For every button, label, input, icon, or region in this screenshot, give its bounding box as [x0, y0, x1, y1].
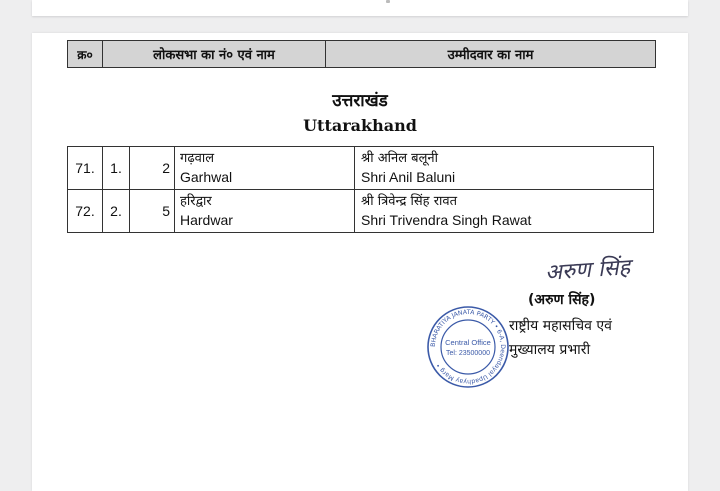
candidate-cell: [355, 147, 654, 190]
page-mark: [386, 0, 390, 3]
candidate-hindi: श्री त्रिवेन्द्र सिंह रावत: [361, 194, 458, 209]
constituency-number: 5: [130, 190, 175, 233]
constituency-hindi: गढ़वाल: [180, 151, 215, 166]
state-title-english: Uttarakhand: [303, 116, 417, 135]
candidate-english: Shri Anil Baluni: [361, 169, 456, 185]
constituency-english: Hardwar: [180, 212, 233, 228]
constituency-number: 2: [130, 147, 175, 190]
stamp-ring-text: BHARATIYA JANATA PARTY • 6-A, Deendayal Upadhyay Marg •: [429, 308, 507, 386]
candidate-table: [67, 146, 654, 233]
table-row: [68, 147, 654, 190]
previous-page-strip: [32, 0, 688, 16]
stamp-line2: Tel: 23500000: [446, 350, 490, 357]
signatory-title-line1: राष्ट्रीय महासचिव एवं: [509, 318, 612, 334]
state-title-hindi: उत्तराखंड: [332, 91, 388, 111]
header-serial: क्र०: [68, 41, 103, 67]
header-candidate: उम्मीदवार का नाम: [447, 48, 534, 63]
state-number: 1.: [103, 147, 130, 190]
stamp-line1: Central Office: [445, 338, 491, 347]
table-header: [67, 40, 656, 68]
signatory-title-line2: मुख्यालय प्रभारी: [509, 342, 591, 358]
constituency-cell: [175, 190, 355, 233]
table-row: [68, 190, 654, 233]
candidate-english: Shri Trivendra Singh Rawat: [361, 212, 532, 228]
constituency-english: Garhwal: [180, 169, 233, 185]
constituency-cell: [175, 147, 355, 190]
signatory-name: (अरुण सिंह): [528, 292, 596, 308]
candidate-cell: [355, 190, 654, 233]
handwritten-signature: अरुण सिंह: [544, 255, 631, 286]
constituency-hindi: हरिद्वार: [180, 194, 212, 209]
candidate-hindi: श्री अनिल बलूनी: [361, 151, 438, 166]
state-number: 2.: [103, 190, 130, 233]
header-constituency: लोकसभा का नं० एवं नाम: [103, 41, 326, 67]
party-stamp: [426, 305, 510, 389]
serial-number: 72.: [68, 190, 103, 233]
serial-number: 71.: [68, 147, 103, 190]
